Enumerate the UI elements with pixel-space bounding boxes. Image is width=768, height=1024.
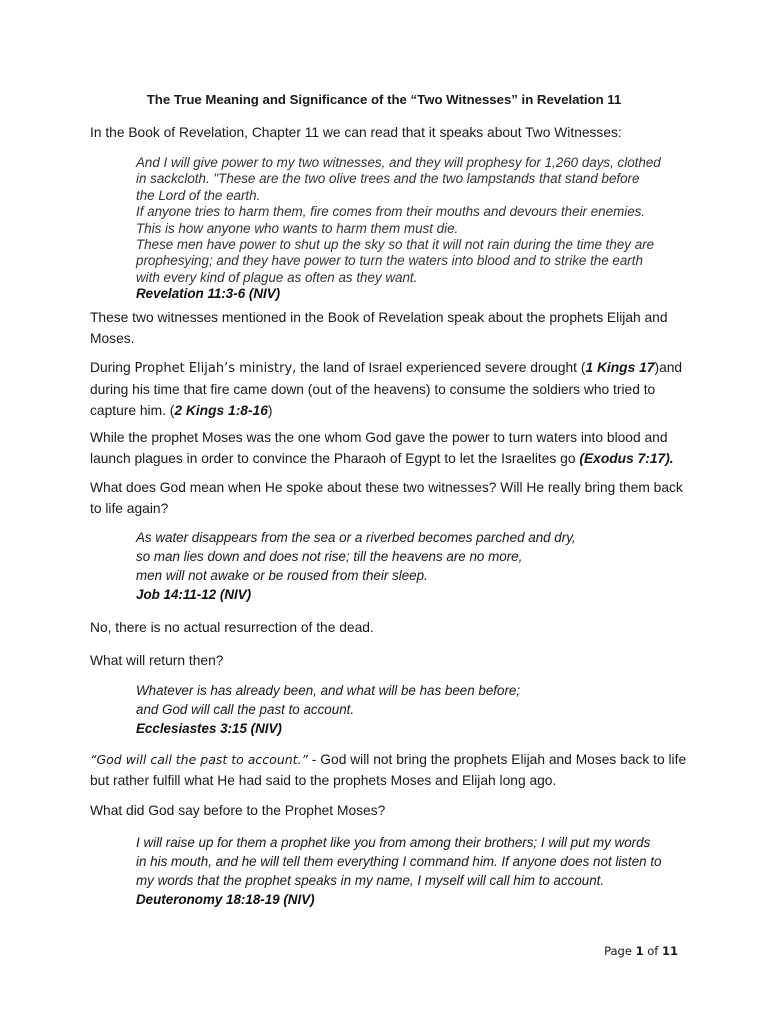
quote-line: men will not awake or be roused from their sleep.: [136, 568, 428, 583]
scripture-reference: (Exodus 7:17).: [579, 451, 674, 466]
scripture-reference: 2 Kings 1:8-16: [174, 403, 268, 418]
intro-paragraph: In the Book of Revelation, Chapter 11 we can read that it speaks about Two Witnesses:: [90, 125, 622, 140]
scripture-reference: 1 Kings 17: [585, 360, 655, 375]
paragraph-account: “God will call the past to account.” - God will not bring the prophets Elijah and Moses back to life but rather fulfill what He had said to the prophets Moses and Elijah long ago.: [90, 752, 687, 788]
quote-reference: Ecclesiastes 3:15 (NIV): [136, 721, 282, 736]
quote-reference: Revelation 11:3-6 (NIV): [136, 286, 281, 302]
paragraph-elijah: During Prophet Elijah’s ministry, the land of Israel experienced severe drought (1 Kings 17)and during his time that fire came down (out of the heavens) to consume the soldiers who tried to capture him. (2 Kings 1:8-16): [90, 360, 683, 418]
quote-line: As water disappears from the sea or a riverbed becomes parched and dry,: [136, 530, 576, 545]
quote-line: in his mouth, and he will tell them everything I command him. If anyone does not listen to: [136, 854, 662, 869]
quote-line: Whatever is has already been, and what will be has been before;: [136, 683, 521, 698]
quote-line: prophesying; and they have power to turn the waters into blood and to strike the earth: [136, 253, 643, 269]
quote-ecclesiastes: [136, 681, 696, 738]
quote-line: my words that the prophet speaks in my name, I myself will call him to account.: [136, 873, 605, 888]
quote-reference: Job 14:11-12 (NIV): [136, 587, 252, 602]
page-number: Page 1 of 11: [604, 944, 678, 958]
paragraph-say: What did God say before to the Prophet Moses?: [90, 803, 386, 818]
paragraph-question: What does God mean when He spoke about these two witnesses? Will He really bring them back to life again?: [90, 480, 683, 516]
document-title: The True Meaning and Significance of the “Two Witnesses” in Revelation 11: [146, 92, 622, 107]
quote-line: If anyone tries to harm them, fire comes from their mouths and devours their enemies.: [136, 204, 646, 220]
quote-line: I will raise up for them a prophet like you from among their brothers; I will put my words: [136, 835, 651, 850]
paragraph-no-resurrection: No, there is no actual resurrection of the dead.: [90, 620, 374, 635]
quote-line: This is how anyone who wants to harm them must die.: [136, 220, 459, 236]
quote-revelation: [136, 155, 696, 303]
paragraph-moses: While the prophet Moses was the one whom God gave the power to turn waters into blood and launch plagues in order to convince the Pharaoh of Egypt to let the Israelites go (Exodus 7:17).: [90, 430, 674, 466]
quote-job: [136, 528, 696, 604]
quote-line: the Lord of the earth.: [136, 187, 261, 203]
paragraph-witnesses: These two witnesses mentioned in the Book of Revelation speak about the prophets Elijah and Moses.: [90, 310, 668, 346]
quote-line: And I will give power to my two witnesses, and they will prophesy for 1,260 days, clothed: [136, 155, 661, 170]
quote-line: in sackcloth. "These are the two olive trees and the two lampstands that stand before: [136, 171, 640, 187]
quote-line: so man lies down and does not rise; till the heavens are no more,: [136, 549, 523, 564]
quote-deuteronomy: [136, 833, 696, 909]
paragraph-return: What will return then?: [90, 653, 224, 668]
quote-line: with every kind of plague as often as they want.: [136, 269, 418, 285]
quote-line: These men have power to shut up the sky so that it will not rain during the time they are: [136, 237, 655, 253]
quote-reference: Deuteronomy 18:18-19 (NIV): [136, 892, 315, 907]
quote-line: and God will call the past to account.: [136, 702, 355, 717]
